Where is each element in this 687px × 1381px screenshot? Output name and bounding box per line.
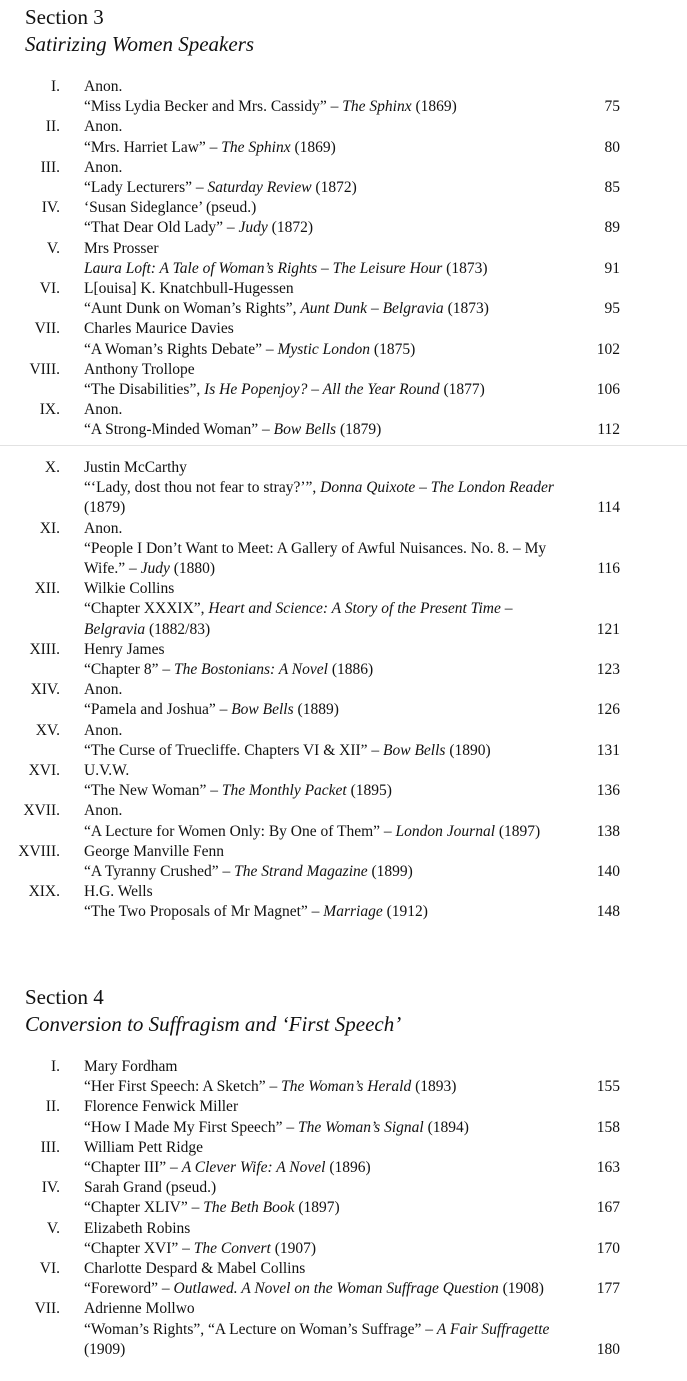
title-part: (1880) — [169, 560, 216, 578]
title-part: “A Strong-Minded Woman” – — [84, 421, 274, 439]
title-italic-part: Judy — [140, 560, 170, 578]
toc-entry — [0, 640, 687, 680]
toc-entry — [0, 77, 687, 117]
entry-page-number: 180 — [596, 1340, 620, 1358]
entry-number: IV. — [41, 199, 60, 217]
title-part: “Foreword” – — [84, 1280, 174, 1298]
title-part: “The Disabilities”, — [84, 381, 205, 399]
title-italic-part: Judy — [238, 219, 268, 237]
entry-page-number: 177 — [596, 1280, 620, 1298]
title-italic-part: The Woman’s Signal — [297, 1118, 424, 1136]
entry-number: XV. — [35, 721, 60, 739]
toc-entry — [0, 680, 687, 720]
toc-entry — [0, 198, 687, 238]
entry-page-number: 163 — [596, 1159, 620, 1177]
title-italic-part: Donna Quixote – The London Reader — [320, 479, 554, 497]
entry-page-number: 121 — [596, 620, 620, 638]
entry-number: XVI. — [28, 762, 60, 780]
title-italic-part: The Convert — [193, 1239, 271, 1257]
title-italic-part: London Journal — [395, 822, 496, 840]
title-part: “Chapter 8” – — [84, 661, 174, 679]
entry-author: Charlotte Despard & Mabel Collins — [84, 1260, 306, 1278]
title-italic-part: Heart and Science: A Story of the Present Time – Belgravia — [84, 600, 513, 638]
entry-author: Anon. — [84, 118, 123, 136]
entry-page-number: 95 — [604, 300, 620, 318]
title-italic-part: A Fair Suffragette — [436, 1320, 550, 1338]
title-part: “That Dear Old Lady” – — [84, 219, 239, 237]
toc-entry — [0, 1138, 687, 1178]
entry-number: II. — [45, 118, 60, 136]
page-divider — [0, 445, 687, 446]
toc-entry — [0, 801, 687, 841]
entry-number: XVII. — [23, 802, 60, 820]
title-part: (1894) — [423, 1118, 469, 1136]
title-part: (1896) — [325, 1159, 371, 1177]
section-4-subheading: Conversion to Suffragism and ‘First Speech’ — [25, 1012, 402, 1036]
entry-page-number: 75 — [604, 98, 620, 116]
title-part: “People I Don’t Want to Meet: A Gallery of Awful Nuisances. No. 8. – My Wife.” – — [84, 539, 547, 578]
title-part: “‘Lady, dost thou not fear to stray?’”, — [84, 479, 321, 497]
entry-number: V. — [46, 239, 60, 257]
entry-number: XVIII. — [18, 842, 60, 860]
entry-number: XI. — [39, 519, 60, 537]
title-part: (1879) — [336, 421, 382, 439]
title-part: (1895) — [346, 782, 392, 800]
entry-page-number: 91 — [604, 259, 620, 277]
title-part: “Mrs. Harriet Law” – — [84, 138, 222, 156]
title-part: (1897) — [294, 1199, 340, 1217]
title-part: (1897) — [495, 822, 541, 840]
title-part: (1872) — [311, 179, 357, 197]
title-part: (1907) — [270, 1239, 317, 1257]
entry-number: XIV. — [30, 681, 60, 699]
entry-page-number: 114 — [597, 499, 620, 517]
title-italic-part: Bow Bells — [383, 741, 446, 759]
entry-number: VII. — [34, 320, 60, 338]
title-italic-part: Laura Loft: A Tale of Woman’s Rights — [84, 259, 318, 277]
section-3-list-b — [0, 458, 687, 923]
entry-author: Henry James — [84, 640, 165, 658]
toc-entry — [0, 842, 687, 882]
title-part: “Chapter XXXIX”, — [84, 600, 209, 618]
toc-entry — [0, 1219, 687, 1259]
entry-number: V. — [46, 1219, 60, 1237]
title-italic-part: Belgravia — [382, 300, 444, 318]
entry-page-number: 116 — [597, 560, 620, 578]
entry-page-number: 85 — [604, 179, 620, 197]
toc-entry — [0, 458, 687, 519]
title-italic-part: The Woman’s Herald — [281, 1078, 412, 1096]
title-part: “Chapter III” – — [84, 1159, 182, 1177]
title-italic-part: The Sphinx — [221, 138, 291, 156]
entry-number: XIII. — [29, 640, 60, 658]
entry-author: Anon. — [84, 721, 123, 739]
entry-page-number: 155 — [596, 1078, 620, 1096]
toc-entry — [0, 882, 687, 922]
entry-author: Justin McCarthy — [84, 459, 187, 476]
title-part: “Aunt Dunk on Woman’s Rights”, — [84, 300, 301, 318]
section-4-heading: Section 4 — [25, 985, 104, 1009]
entry-number: II. — [45, 1098, 60, 1116]
entry-number: IV. — [41, 1179, 60, 1197]
entry-author: George Manville Fenn — [84, 842, 225, 860]
title-part: (1882/83) — [145, 620, 211, 638]
section-3-heading: Section 3 — [25, 5, 104, 29]
title-part: (1869) — [290, 138, 336, 156]
entry-page-number: 158 — [596, 1118, 620, 1136]
title-part: (1912) — [382, 903, 428, 921]
entry-page-number: 123 — [596, 661, 620, 679]
title-part: “Chapter XLIV” – — [84, 1199, 204, 1217]
title-part: “Chapter XVI” – — [84, 1239, 194, 1257]
title-italic-part: A Clever Wife: A Novel — [181, 1159, 326, 1177]
entry-page-number: 136 — [596, 782, 620, 800]
title-italic-part: The Monthly Packet — [221, 782, 347, 800]
title-part: (1875) — [370, 340, 416, 358]
title-part: “The Curse of Truecliffe. Chapters VI & XII” – — [84, 741, 384, 759]
entry-page-number: 167 — [596, 1199, 620, 1217]
title-italic-part: The Sphinx — [342, 98, 412, 116]
title-part: (1886) — [327, 661, 374, 679]
entry-number: III. — [40, 158, 60, 176]
title-part: – — [367, 300, 383, 318]
entry-number: IX. — [39, 401, 60, 419]
title-part: (1877) — [439, 381, 485, 399]
title-italic-part: Bow Bells — [231, 701, 294, 719]
entry-page-number: 106 — [596, 381, 620, 399]
entry-author: Anon. — [84, 401, 123, 419]
title-italic-part: The Beth Book — [203, 1199, 295, 1217]
title-part: (1872) — [267, 219, 313, 237]
title-part: “Her First Speech: A Sketch” – — [84, 1078, 282, 1096]
title-part: “Lady Lecturers” – — [84, 179, 208, 197]
entry-author: Sarah Grand (pseud.) — [84, 1179, 217, 1197]
entry-author: William Pett Ridge — [84, 1138, 204, 1156]
title-italic-part: The Leisure Hour — [332, 259, 443, 277]
title-part: – — [317, 259, 333, 277]
entry-number: I. — [50, 1058, 60, 1075]
entry-author: Anon. — [84, 802, 123, 820]
entry-page-number: 89 — [604, 219, 620, 237]
title-italic-part: Saturday Review — [207, 179, 312, 197]
title-part: (1890) — [445, 741, 491, 759]
entry-page-number: 148 — [596, 903, 620, 921]
title-part: (1873) — [442, 259, 488, 277]
entry-page-number: 170 — [596, 1239, 620, 1257]
entry-number: VI. — [39, 1260, 60, 1278]
section-3-subheading: Satirizing Women Speakers — [25, 32, 255, 56]
title-part: “A Woman’s Rights Debate” – — [84, 340, 278, 358]
title-part: (1899) — [367, 863, 413, 881]
toc-entry — [0, 1259, 687, 1299]
entry-page-number: 112 — [597, 421, 620, 439]
entry-author: ‘Susan Sideglance’ (pseud.) — [84, 199, 257, 217]
entry-author: Florence Fenwick Miller — [84, 1098, 239, 1116]
toc-entry — [0, 319, 687, 359]
title-italic-part: Is He Popenjoy? – All the Year Round — [204, 381, 440, 399]
entry-page-number: 80 — [604, 138, 620, 156]
title-italic-part: The Strand Magazine — [234, 863, 368, 881]
section-3-list-a — [0, 77, 687, 441]
entry-author: H.G. Wells — [84, 883, 153, 901]
entry-author: Adrienne Mollwo — [84, 1300, 195, 1318]
entry-author: Mary Fordham — [84, 1058, 178, 1075]
title-italic-part: Mystic London — [277, 340, 371, 358]
toc-entry — [0, 360, 687, 400]
toc-entry — [0, 519, 687, 580]
entry-number: VIII. — [29, 360, 60, 378]
toc-entry — [0, 1097, 687, 1137]
toc-entry — [0, 239, 687, 279]
entry-author: Anthony Trollope — [84, 360, 195, 378]
title-part: “How I Made My First Speech” – — [84, 1118, 298, 1136]
entry-number: X. — [44, 459, 60, 476]
title-italic-part: Outlawed. A Novel on the Woman Suffrage Question — [173, 1280, 499, 1298]
entry-author: Anon. — [84, 158, 123, 176]
entry-number: VI. — [39, 280, 60, 298]
title-part: “Woman’s Rights”, “A Lecture on Woman’s Suffrage” – — [84, 1320, 437, 1338]
entry-number: XII. — [34, 580, 60, 598]
entry-number: I. — [50, 78, 60, 95]
entry-page-number: 102 — [596, 340, 620, 358]
toc-entry — [0, 1178, 687, 1218]
title-part: (1909) — [84, 1340, 126, 1358]
entry-author: Elizabeth Robins — [84, 1219, 191, 1237]
toc-entry — [0, 117, 687, 157]
title-part: (1879) — [84, 499, 126, 517]
toc-entry — [0, 579, 687, 640]
title-part: “Pamela and Joshua” – — [84, 701, 232, 719]
title-part: (1873) — [443, 300, 489, 318]
toc-entry — [0, 1299, 687, 1360]
section-4-list — [0, 1057, 687, 1360]
title-italic-part: Bow Bells — [273, 421, 337, 439]
entry-number: VII. — [34, 1300, 60, 1318]
toc-entry — [0, 761, 687, 801]
toc-entry — [0, 721, 687, 761]
toc-entry — [0, 279, 687, 319]
entry-page-number: 140 — [596, 863, 620, 881]
title-part: (1869) — [411, 98, 457, 116]
title-part: “The Two Proposals of Mr Magnet” – — [84, 903, 324, 921]
entry-number: III. — [40, 1138, 60, 1156]
title-part: “Miss Lydia Becker and Mrs. Cassidy” – — [84, 98, 343, 116]
entry-page-number: 131 — [596, 741, 620, 759]
entry-author: Anon. — [84, 519, 123, 537]
title-italic-part: Aunt Dunk — [300, 300, 368, 318]
entry-author: Charles Maurice Davies — [84, 320, 234, 338]
toc-entry — [0, 1057, 687, 1097]
entry-author: Anon. — [84, 78, 123, 95]
title-part: (1889) — [293, 701, 339, 719]
title-part: “A Tyranny Crushed” – — [84, 863, 235, 881]
entry-author: U.V.W. — [84, 762, 130, 780]
entry-author: Mrs Prosser — [84, 239, 159, 257]
title-part: “The New Woman” – — [84, 782, 222, 800]
title-part: “A Lecture for Women Only: By One of Them” – — [84, 822, 396, 840]
entry-author: L[ouisa] K. Knatchbull-Hugessen — [84, 280, 294, 298]
entry-author: Anon. — [84, 681, 123, 699]
title-part: (1908) — [498, 1280, 544, 1298]
toc-entry — [0, 158, 687, 198]
title-part: (1893) — [411, 1078, 457, 1096]
entry-page-number: 138 — [596, 822, 620, 840]
entry-page-number: 126 — [596, 701, 620, 719]
title-italic-part: Marriage — [323, 903, 383, 921]
toc-entry — [0, 400, 687, 440]
entry-author: Wilkie Collins — [84, 580, 175, 598]
entry-number: XIX. — [28, 883, 60, 901]
title-italic-part: The Bostonians: A Novel — [173, 661, 328, 679]
